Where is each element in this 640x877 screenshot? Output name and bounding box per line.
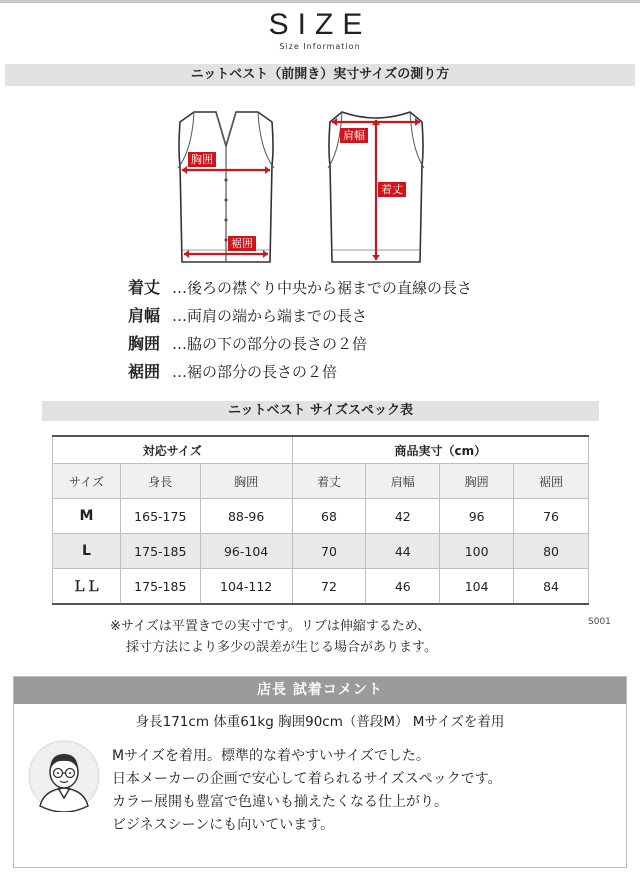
chest-range-cell: 88-96 (200, 499, 292, 534)
definition-text: …脇の下の部分の長さの２倍 (172, 335, 368, 353)
chest-cell: 96 (440, 499, 514, 534)
chest-range-cell: 96-104 (200, 534, 292, 569)
definition-text: …両肩の端から端までの長さ (172, 307, 368, 325)
table-row (53, 534, 589, 569)
spec-section-title: ニットベスト サイズスペック表 (42, 401, 599, 421)
column-header: 身長 (120, 464, 200, 499)
definition-row (128, 275, 472, 301)
top-divider (0, 0, 640, 3)
definition-row (128, 359, 337, 385)
hem-cell: 76 (514, 499, 589, 534)
height-cell: 175-185 (120, 534, 200, 569)
comment-line: カラー展開も豊富で色違いも揃えたくなる仕上がり。 (112, 794, 448, 810)
column-header: 裾囲 (514, 464, 589, 499)
length-cell: 70 (292, 534, 366, 569)
length-cell: 68 (292, 499, 366, 534)
measure-section-title: ニットベスト（前開き）実寸サイズの測り方 (5, 64, 635, 86)
size-spec-table (52, 435, 589, 605)
vest-back-diagram (322, 110, 430, 270)
page-subtitle: Size Information (279, 42, 361, 51)
hem-cell: 84 (514, 569, 589, 605)
column-header: 胸囲 (440, 464, 514, 499)
table-group-header (53, 436, 589, 464)
shoulder-label: 肩幅 (340, 128, 368, 143)
chest-cell: 100 (440, 534, 514, 569)
definition-text: …後ろの襟ぐり中央から裾までの直線の長さ (172, 279, 473, 297)
group-right-header: 商品実寸（cm） (292, 436, 588, 464)
definition-text: …裾の部分の長さの２倍 (172, 363, 338, 381)
note-line: 採寸方法により多少の誤差が生じる場合があります。 (126, 640, 437, 655)
chest-cell: 104 (440, 569, 514, 605)
height-cell: 165-175 (120, 499, 200, 534)
definition-term: 肩幅 (128, 306, 161, 325)
comment-line: 日本メーカーの企画で安心して着られるサイズスペックです。 (112, 771, 502, 787)
hem-cell: 80 (514, 534, 589, 569)
page-title: SIZE (268, 8, 372, 41)
definition-row (128, 303, 367, 329)
note-line: ※サイズは平置きでの実寸です。リブは伸縮するため、 (110, 619, 431, 634)
size-cell: M (53, 499, 121, 534)
staff-avatar-icon (28, 740, 100, 812)
vest-front-diagram (172, 110, 280, 270)
length-cell: 72 (292, 569, 366, 605)
staff-body-info: 身長171cm 体重61kg 胸囲90cm（普段M） Mサイズを着用 (135, 714, 505, 730)
shoulder-cell: 42 (366, 499, 440, 534)
comment-title: 店長 試着コメント (14, 677, 626, 704)
group-left-header: 対応サイズ (53, 436, 293, 464)
comment-text (112, 745, 501, 837)
size-cell: L (53, 534, 121, 569)
hem-label: 裾囲 (228, 236, 256, 251)
column-header: 着丈 (292, 464, 366, 499)
table-column-header (53, 464, 589, 499)
definition-term: 胸囲 (128, 334, 161, 353)
column-header: 肩幅 (366, 464, 440, 499)
height-cell: 175-185 (120, 569, 200, 605)
chest-label: 胸囲 (188, 152, 216, 167)
product-code: S001 (588, 617, 611, 627)
shoulder-cell: 44 (366, 534, 440, 569)
length-label: 着丈 (378, 182, 406, 197)
comment-line: ビジネスシーンにも向いています。 (112, 817, 335, 833)
column-header: サイズ (53, 464, 121, 499)
shoulder-cell: 46 (366, 569, 440, 605)
chest-range-cell: 104-112 (200, 569, 292, 605)
table-row (53, 499, 589, 534)
definition-row (128, 331, 367, 357)
column-header: 胸囲 (200, 464, 292, 499)
definition-term: 裾囲 (128, 362, 161, 381)
staff-comment-box (13, 676, 627, 868)
comment-line: Mサイズを着用。標準的な着やすいサイズでした。 (112, 748, 430, 764)
size-notes (110, 616, 437, 658)
size-cell: ＬＬ (53, 569, 121, 605)
table-row (53, 569, 589, 605)
definition-term: 着丈 (128, 278, 161, 297)
